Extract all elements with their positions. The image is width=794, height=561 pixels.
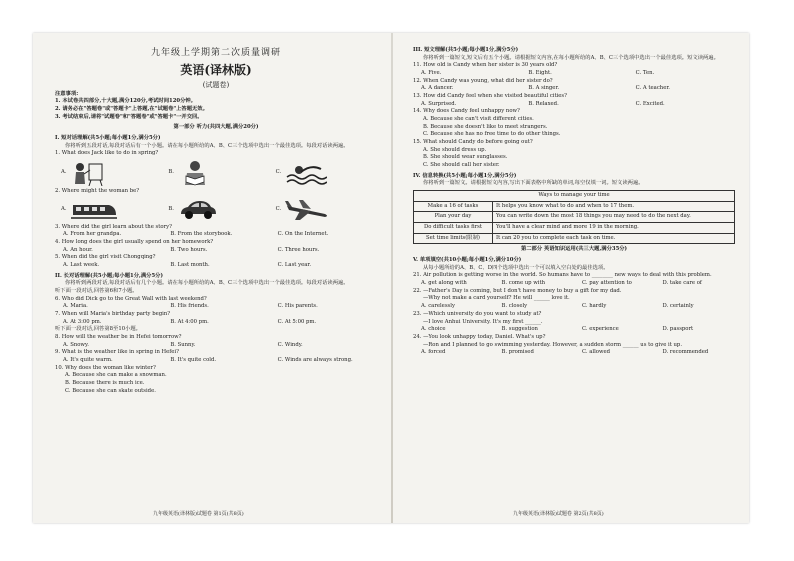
answer-option: C. Last year. [277,261,312,268]
sub-instructions: 听下面一段对话,回答第6和7小题。 [55,288,138,294]
answer-option: C. Because she can skate outside. [65,387,156,394]
answer-option: A. An hour. [63,246,93,253]
question: 21. Air pollution is getting worse in the world. So humans have to ________ new ways to deal with this problem. [413,272,712,279]
exam-subtitle: (试题卷) [202,81,230,90]
answer-option: A. get along with [421,280,467,287]
question: 12. When Candy was young, what did her sister do? [413,77,553,84]
answer-option: A. From her grandpa. [63,231,122,238]
exam-title: 九年级上学期第二次质量调研 [150,48,281,58]
table-cell: Set time limits(限制) [414,233,493,244]
swimming-icon [285,160,327,186]
table-row [414,233,735,244]
table-row [414,223,735,234]
answer-option: B. Last month. [170,261,210,268]
section-title: IV. 信息转换(共5小题;每小题1分,满分5分) [413,172,517,179]
question: 4. How long does the girl usually spend on her homework? [55,238,214,245]
answer-option: C. allowed [582,349,611,356]
question: 8. How will the weather be in Hefei tomorrow? [55,334,182,341]
answer-option: B. She should wear sunglasses. [423,154,508,161]
answer-option: A. It's quite warm. [63,357,113,364]
answer-option: C. Winds are always strong. [277,357,353,364]
question-line: —I love Anhui University. It's my first ______. [423,318,543,325]
car-icon [178,199,218,221]
section-title: V. 单项填空(共10小题;每小题1分,满分10分) [413,257,522,264]
answer-option: B. At 4:00 pm. [170,318,209,325]
answer-option: A. At 3:00 pm. [63,318,102,325]
answer-option: A. forced [421,349,446,356]
note-item: 3. 考试结束后,请将"试题卷"和"答题卷"或"答题卡"一并交回。 [55,113,203,120]
question: 11. How old is Candy when her sister is 30 years old? [413,62,558,69]
right-page [413,47,735,357]
table-cell: It can 20 you to complete each task on time. [493,233,735,244]
answer-option: B. Because she doesn't like to meet strangers. [423,123,548,130]
sub-instructions: 听下面一段对话,回答第8至10小题。 [55,326,141,333]
table-title: Ways to manage your time [414,191,735,202]
page-footer: 九年级英语(译林版)试题卷 第2页(共8页) [513,511,604,517]
section-instructions: 你将听到五段对话,每段对话后有一个小题。请在每小题所给的A、B、C三个选项中选出一个最佳选项。每段对话读两遍。 [65,142,349,149]
train-icon [71,199,117,221]
section-title: III. 短文理解(共5小题;每小题1分,满分5分) [413,47,519,53]
answer-option: A. Maria. [63,303,88,310]
answer-option: C. Three hours. [277,246,320,253]
question: 24. —You look unhappy today, Daniel. What's up? [413,333,546,340]
answer-option: C. His parents. [277,303,318,310]
answer-option: C. hardly [582,303,607,310]
table-cell: Plan your day [414,212,493,223]
question: 7. When will Maria's birthday party begin? [55,311,171,318]
answer-option: A. Snowy. [63,341,89,348]
info-table [413,190,735,244]
answer-option: C. experience [582,326,619,333]
question: 9. What is the weather like in spring in Hefei? [55,349,179,356]
section-instructions: 你将听到两段对话,每段对话后有几个小题。请在每小题所给的A、B、C三个选项中选出一个最佳选项。每段对话读两遍。 [65,280,349,287]
answer-option: C. She should call her sister. [423,162,500,169]
answer-option: A. Five. [421,70,442,77]
answer-option: B. Relaxed. [528,100,559,107]
answer-option: D. take care of [662,280,702,287]
answer-option: D. recommended [662,349,709,356]
question: 22. —Father's Day is coming, but I don't have money to buy a gift for my dad. [413,287,622,294]
answer-option: D. certainly [662,303,694,310]
left-page [55,47,377,395]
answer-option: B. suggestion [501,326,538,333]
answer-option: B. Two hours. [170,246,208,253]
answer-option: B. From the storybook. [170,231,233,238]
section-title: I. 短对话理解(共5小题;每小题1分,满分5分) [55,134,161,141]
table-cell: It helps you know what to do and when to 17 them. [493,201,735,212]
page-footer: 九年级英语(译林版)试题卷 第1页(共8页) [153,511,244,517]
picture-options: A. B. C. [55,198,377,222]
answer-option: A. Surprised. [421,100,457,107]
answer-option: A. She should dress up. [423,146,487,153]
question: 3. Where did the girl learn about the story? [55,223,172,230]
answer-option: A. Last week. [63,261,100,268]
question: 1. What does Jack like to do in spring? [55,150,159,157]
answer-option: A. Because she can't visit different cities. [423,116,534,123]
answer-option: A. carelessly [421,303,455,310]
answer-option: C. On the Internet. [277,231,329,238]
question: 14. Why does Candy feel unhappy now? [413,108,520,115]
question: 10. Why does the woman like winter? [55,364,156,371]
answer-option: D. passport [662,326,694,333]
exam-sheet [33,33,749,523]
section-instructions: 你将听到一篇短文,短文后有五个小题。请根据短文内容,在每小题所给的A、B、C三个选项中选出一个最佳选项。短文读两遍。 [423,54,719,61]
answer-option: C. Ten. [635,70,655,77]
table-cell: Make a 16 of tasks [414,201,493,212]
question-line: —Why not make a card yourself? He will ______ love it. [423,295,570,302]
note-item: 2. 请务必在"答题卷"或"答题卡"上答题,在"试题卷"上答题无效。 [55,105,208,112]
drawing-boy-icon [71,160,105,186]
table-row [414,201,735,212]
section-instructions: 从每小题所给的A、B、C、D四个选项中选出一个可以填入空白处的最佳选项。 [423,264,609,271]
answer-option: B. A singer. [528,85,560,92]
answer-option: B. It's quite cold. [170,357,217,364]
answer-option: A. A dancer. [421,85,454,92]
table-row [414,212,735,223]
answer-option: C. At 5:00 pm. [277,318,317,325]
answer-option: C. Windy. [277,341,303,348]
table-cell: Do difficult tasks first [414,223,493,234]
part-heading: 第一部分 听力(共四大题,满分20分) [173,124,259,131]
answer-option: B. come up with [501,280,546,287]
question: 5. When did the girl visit Chongqing? [55,254,156,261]
answer-option: B. Eight. [528,70,552,77]
reading-boy-icon [178,160,212,186]
notes-title: 注意事项: [55,90,79,97]
airplane-icon [285,198,329,222]
question-line: —Ron and I planned to go swimming yesterday. However, a sudden storm ______ us to give it up. [423,341,683,348]
table-cell: You'll have a clear mind and more 19 in the morning. [493,223,735,234]
picture-options: A. B. C. [55,160,377,186]
part-heading: 第二部分 英语知识运用(共三大题,满分35分) [520,246,628,253]
answer-option: B. Because there is much ice. [65,380,145,387]
question: 23. —Which university do you want to study at? [413,310,542,317]
answer-option: B. His friends. [170,303,209,310]
answer-option: A. Because she can make a snowman. [65,372,167,379]
answer-option: C. Because she has no free time to do other things. [423,131,561,138]
answer-option: A. choice [421,326,446,333]
page-fold [391,33,393,523]
answer-option: B. promised [501,349,534,356]
question: 6. Who did Dick go to the Great Wall with last weekend? [55,295,207,302]
table-cell: You can write down the most 18 things you may need to do the next day. [493,212,735,223]
section-title: II. 长对话理解(共5小题;每小题1分,满分5分) [55,272,163,279]
section-instructions: 你将听到一篇短文。请根据短文内容,写出下面表格中所缺的单词,每空仅填一词。短文读两遍。 [423,180,644,187]
question: 15. What should Candy do before going out? [413,139,533,146]
answer-option: C. A teacher. [635,85,670,92]
question: 2. Where might the woman be? [55,187,140,194]
question: 13. How did Candy feel when she visited beautiful cities? [413,93,567,100]
note-item: 1. 本试卷共四部分,十大题,满分120分,考试时间120分钟。 [55,98,196,105]
answer-option: B. closely [501,303,528,310]
answer-option: C. pay attention to [582,280,632,287]
answer-option: B. Sunny. [170,341,196,348]
answer-option: C. Excited. [635,100,665,107]
exam-subject: 英语(译林版) [180,63,252,78]
